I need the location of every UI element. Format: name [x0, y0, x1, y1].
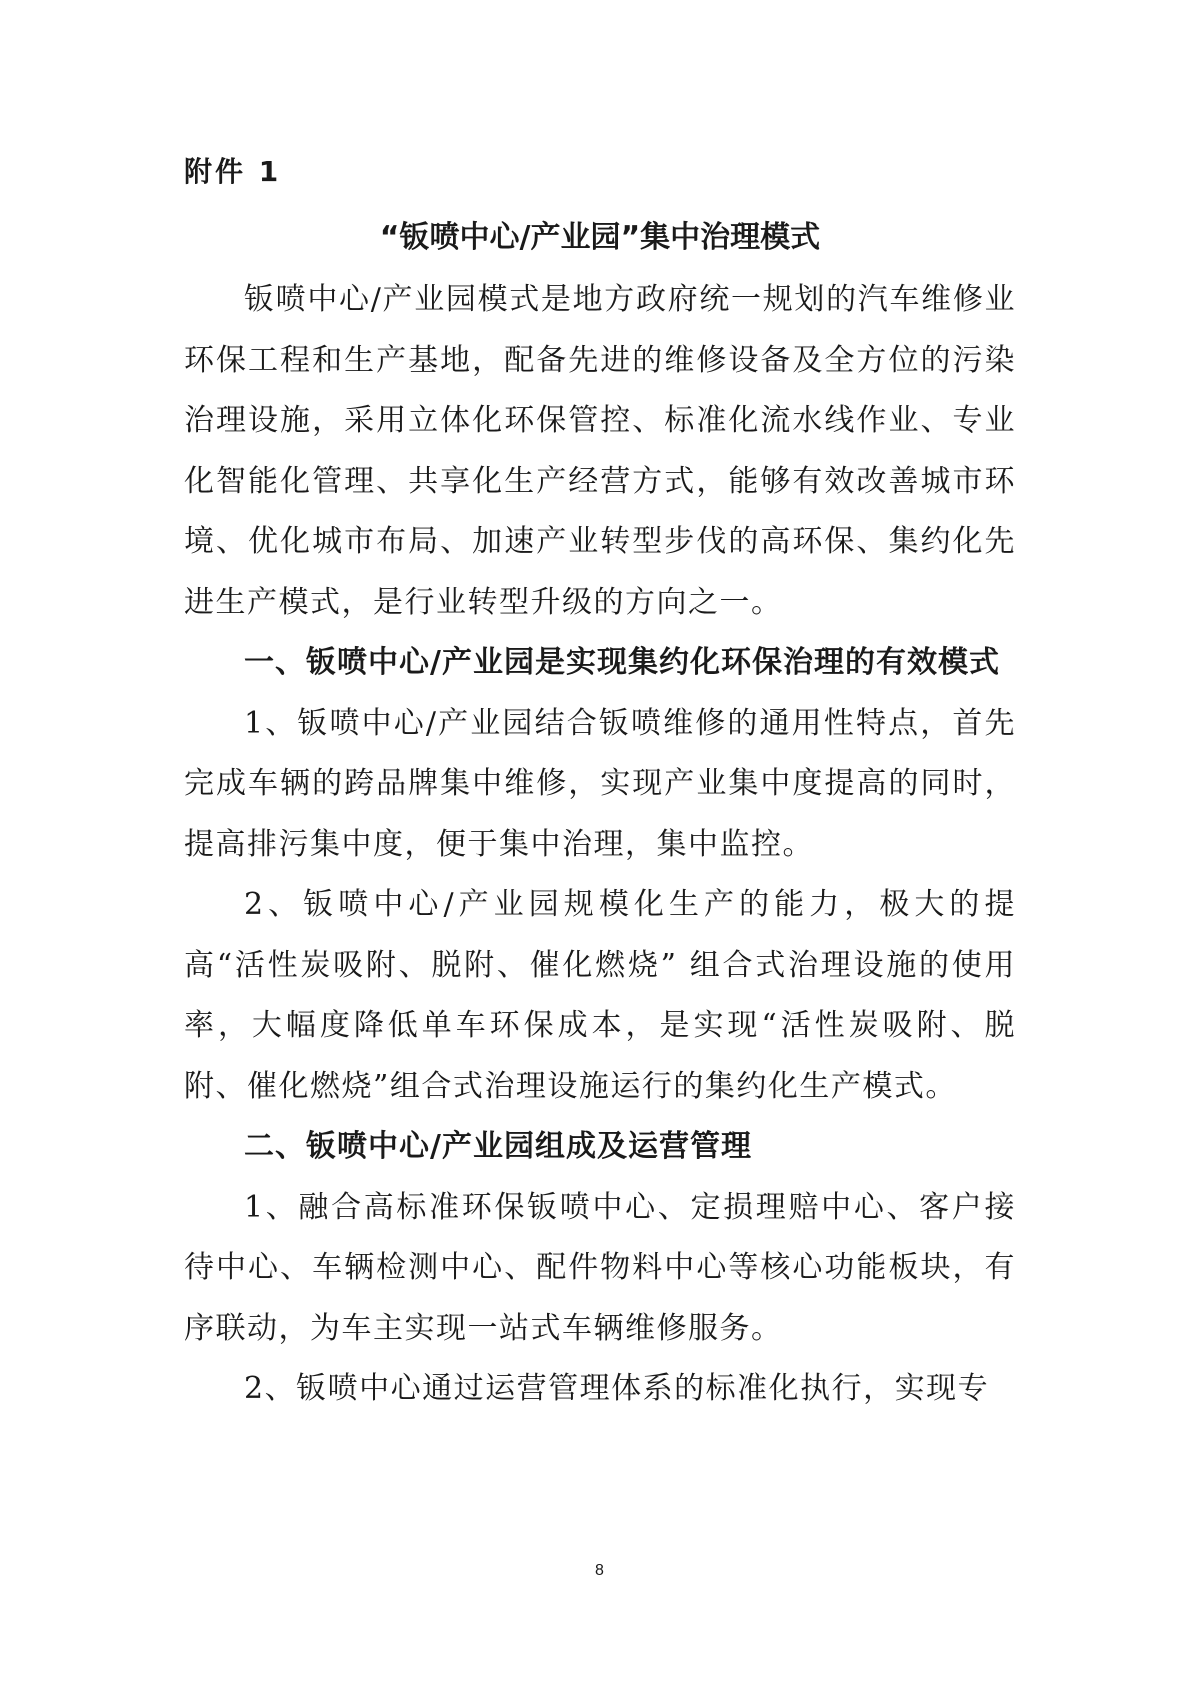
- section-1-paragraph-1: 1、钣喷中心/产业园结合钣喷维修的通用性特点，首先完成车辆的跨品牌集中维修，实现产业集中度提高的同时，提高排污集中度，便于集中治理，集中监控。: [184, 705, 1016, 862]
- document-body: [184, 270, 1016, 1420]
- section-2-paragraph-1: 1、融合高标准环保钣喷中心、定损理赔中心、客户接待中心、车辆检测中心、配件物料中心等核心功能板块，有序联动，为车主实现一站式车辆维修服务。: [184, 1189, 1016, 1346]
- section-heading-1: 一、钣喷中心/产业园是实现集约化环保治理的有效模式: [244, 645, 1000, 680]
- document-title: “钣喷中心/产业园”集中治理模式: [379, 220, 821, 255]
- section-heading-2: 二、钣喷中心/产业园组成及运营管理: [244, 1129, 752, 1164]
- intro-paragraph: 钣喷中心/产业园模式是地方政府统一规划的汽车维修业环保工程和生产基地，配备先进的维修设备及全方位的污染治理设施，采用立体化环保管控、标准化流水线作业、专业化智能化管理、共享化生产经营方式，能够有效改善城市环境、优化城市布局、加速产业转型步伐的高环保、集约化先进生产模式，是行业转型升级的方向之一。: [184, 282, 1016, 620]
- section-1-paragraph-2: 2、钣喷中心/产业园规模化生产的能力，极大的提高“活性炭吸附、脱附、催化燃烧” 组合式治理设施的使用率，大幅度降低单车环保成本，是实现“活性炭吸附、脱附、催化燃烧”组合式治理设施运行的集约化生产模式。: [184, 887, 1016, 1104]
- section-2-paragraph-2: 2、钣喷中心通过运营管理体系的标准化执行，实现专: [244, 1371, 990, 1406]
- attachment-label: 附件 1: [184, 155, 282, 188]
- page-number: 8: [595, 1562, 604, 1579]
